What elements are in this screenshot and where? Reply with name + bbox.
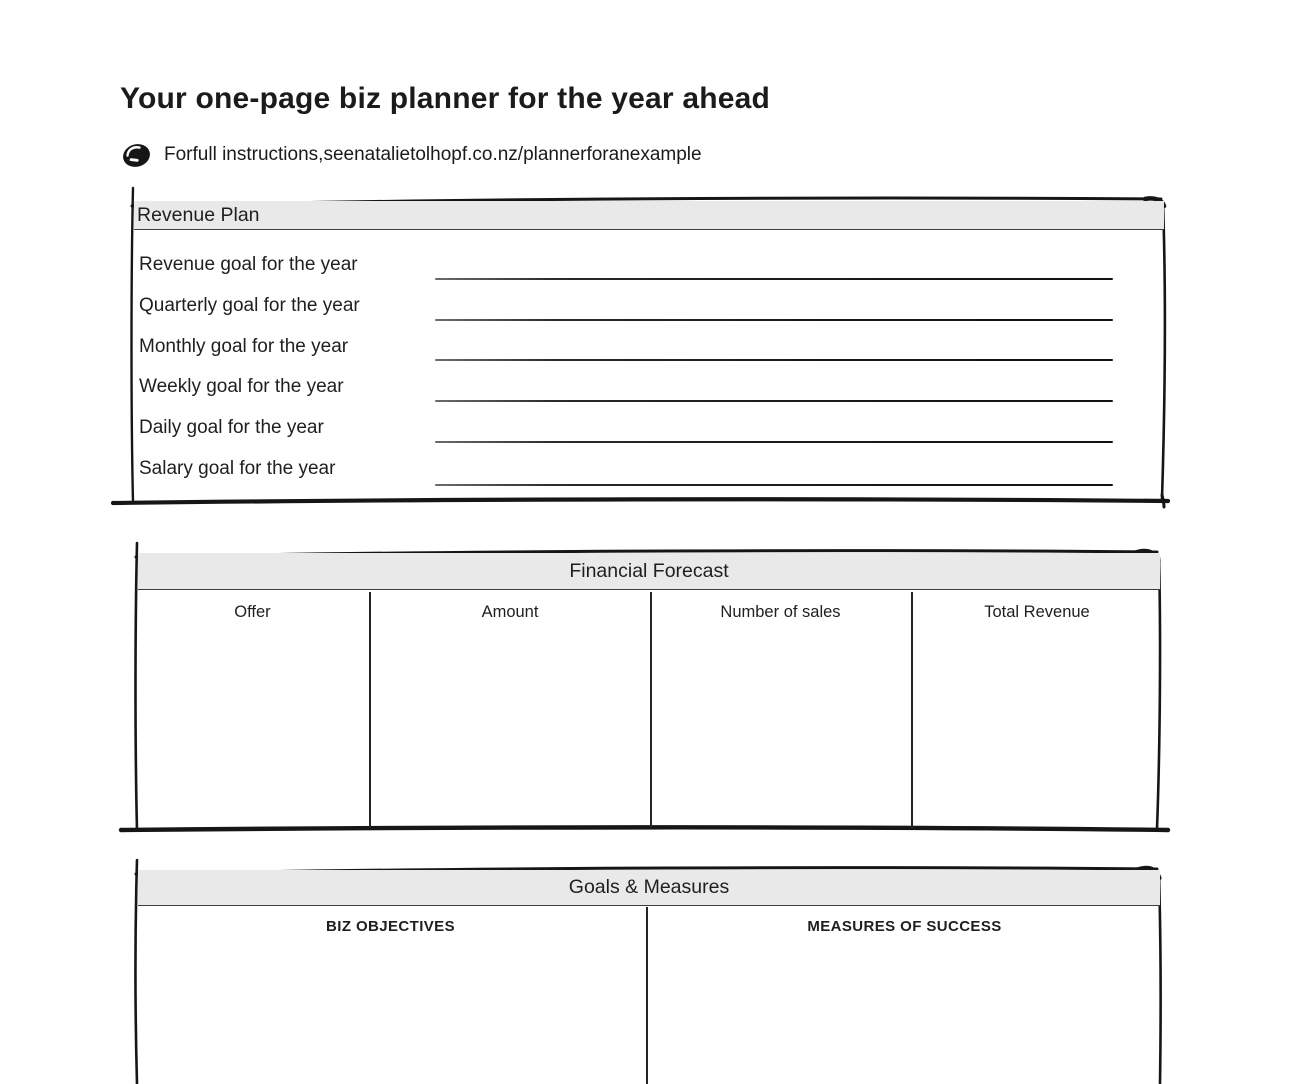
revenue-row-label: Monthly goal for the year (139, 336, 349, 357)
financial-forecast-header-bar (138, 553, 1160, 590)
revenue-plan-title: Revenue Plan (137, 203, 260, 226)
forecast-column-headers (135, 603, 1163, 622)
revenue-row-label: Revenue goal for the year (139, 254, 358, 275)
revenue-fill-line[interactable] (435, 278, 1113, 280)
biz-objectives-cell[interactable] (139, 944, 643, 1084)
forecast-column-header: Number of sales (720, 603, 841, 621)
forecast-amount-cell[interactable] (373, 629, 647, 825)
goals-column-headers (135, 918, 1163, 935)
forecast-column-header: Amount (481, 603, 539, 621)
forecast-offer-cell[interactable] (139, 629, 367, 825)
revenue-fill-line[interactable] (435, 319, 1113, 321)
revenue-row-label: Daily goal for the year (139, 417, 324, 438)
goals-column-header: BIZ OBJECTIVES (326, 918, 455, 935)
goals-column-divider (646, 907, 648, 1084)
revenue-fill-line[interactable] (435, 400, 1113, 402)
revenue-fill-line[interactable] (435, 484, 1113, 486)
financial-forecast-title: Financial Forecast (569, 559, 729, 582)
financial-forecast-section (135, 549, 1163, 835)
revenue-plan-header-bar (134, 201, 1164, 230)
forecast-column-divider (911, 592, 913, 828)
revenue-row-label: Quarterly goal for the year (139, 295, 360, 316)
forecast-column-header: Total Revenue (984, 603, 1090, 621)
revenue-row-label: Salary goal for the year (139, 458, 336, 479)
forecast-column-header: Offer (234, 603, 271, 621)
goals-measures-section (135, 866, 1163, 1084)
forecast-column-divider (650, 592, 652, 828)
instructions-text: Forfull instructions,seenatalietolhopf.co.nz/plannerforanexample (164, 144, 702, 165)
instructions-row (120, 139, 702, 171)
forecast-column-divider (369, 592, 371, 828)
forecast-total-revenue-cell[interactable] (915, 629, 1157, 825)
revenue-row-label: Weekly goal for the year (139, 376, 344, 397)
cursor-click-icon (120, 140, 153, 170)
measures-of-success-cell[interactable] (650, 944, 1157, 1084)
revenue-fill-line[interactable] (435, 359, 1113, 361)
goals-measures-title: Goals & Measures (568, 876, 730, 898)
goals-column-header: MEASURES OF SUCCESS (807, 918, 1002, 935)
page-title: Your one-page biz planner for the year ahead (120, 82, 771, 115)
goals-measures-header-bar (138, 870, 1160, 906)
revenue-plan-section (131, 196, 1167, 506)
forecast-number-of-sales-cell[interactable] (654, 629, 908, 825)
revenue-fill-line[interactable] (435, 441, 1113, 443)
